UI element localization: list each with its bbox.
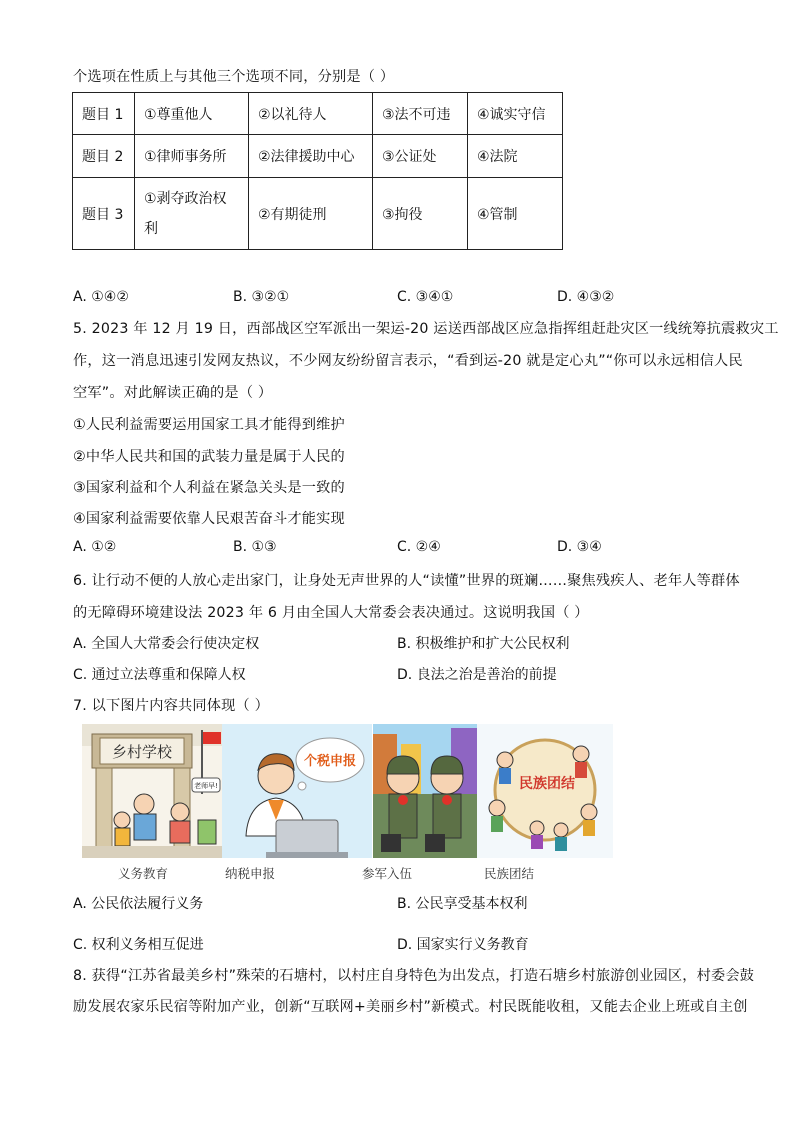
- table-row: [73, 135, 563, 178]
- question4-table: [72, 92, 563, 250]
- teacher-greeting-text: 老师早!: [194, 782, 218, 790]
- caption-tax-filing: 纳税申报: [225, 866, 276, 881]
- caption-ethnic-unity: 民族团结: [484, 866, 535, 881]
- ethnic-unity-illustration: [477, 724, 613, 858]
- q6-stem-line: 6. 让行动不便的人放心走出家门，让身处无声世界的人“读懂”世界的斑斓……聚焦残疾人、老年人等群体: [73, 573, 740, 589]
- rural-school-illustration: [82, 724, 222, 858]
- q5-stem-line: 空军”。对此解读正确的是（ ）: [73, 385, 273, 401]
- q4-option-c[interactable]: C. ③④①: [397, 289, 454, 305]
- tax-bubble-text: 个税申报: [303, 754, 357, 769]
- table-cell-line2: 利: [144, 220, 158, 237]
- q7-stem-line: 7. 以下图片内容共同体现（ ）: [73, 698, 270, 714]
- q5-option-a[interactable]: A. ①②: [73, 539, 117, 555]
- table-cell: [135, 178, 249, 250]
- q5-option-b[interactable]: B. ①③: [233, 539, 277, 555]
- q7-option-a[interactable]: A. 公民依法履行义务: [73, 896, 204, 912]
- table-cell: ③法不可违: [373, 93, 468, 135]
- table-row-label: 题目 3: [73, 178, 135, 250]
- soldiers-illustration: [373, 724, 477, 858]
- caption-compulsory-education: 义务教育: [118, 866, 169, 881]
- q8-stem-line: 8. 获得“江苏省最美乡村”殊荣的石塘村，以村庄自身特色为出发点，打造石塘乡村旅游创业园区，村委会鼓: [73, 968, 755, 984]
- school-sign-text: 乡村学校: [111, 743, 173, 761]
- tax-filing-illustration: [222, 724, 372, 858]
- table-cell: ③拘役: [373, 178, 468, 250]
- q6-stem-line: 的无障碍环境建设法 2023 年 6 月由全国人大常委会表决通过。这说明我国（ ）: [73, 605, 589, 621]
- unity-title-text: 民族团结: [519, 776, 575, 792]
- q7-option-c[interactable]: C. 权利义务相互促进: [73, 937, 204, 953]
- military-enlistment-image: [373, 724, 477, 858]
- table-cell: ④法院: [468, 135, 563, 178]
- q7-option-b[interactable]: B. 公民享受基本权利: [397, 896, 528, 912]
- q4-option-d[interactable]: D. ④③②: [557, 289, 615, 305]
- table-cell: ①尊重他人: [135, 93, 249, 135]
- q6-option-d[interactable]: D. 良法之治是善治的前提: [397, 667, 557, 683]
- table-cell: ②有期徒刑: [249, 178, 373, 250]
- q5-statement: ②中华人民共和国的武装力量是属于人民的: [73, 449, 345, 465]
- table-cell: ②法律援助中心: [249, 135, 373, 178]
- table-cell: ③公证处: [373, 135, 468, 178]
- ethnic-unity-image: [477, 724, 613, 858]
- q5-option-d[interactable]: D. ③④: [557, 539, 602, 555]
- table-cell: ④管制: [468, 178, 563, 250]
- q5-stem-line: 5. 2023 年 12 月 19 日，西部战区空军派出一架运-20 运送西部战区应急指挥组赶赴灾区一线统筹抗震救灾工: [73, 321, 779, 337]
- table-row: [73, 93, 563, 135]
- table-row-label: 题目 1: [73, 93, 135, 135]
- q5-stem-line: 作，这一消息迅速引发网友热议，不少网友纷纷留言表示，“看到运-20 就是定心丸”“你可以永远相信人民: [73, 353, 743, 369]
- table-row-label: 题目 2: [73, 135, 135, 178]
- compulsory-education-image: [82, 724, 222, 858]
- q5-statement: ④国家利益需要依靠人民艰苦奋斗才能实现: [73, 511, 345, 527]
- table-cell: ②以礼待人: [249, 93, 373, 135]
- question4-intro-line: 个选项在性质上与其他三个选项不同，分别是（ ）: [73, 69, 395, 85]
- caption-enlistment: 参军入伍: [362, 866, 413, 881]
- q5-statement: ③国家利益和个人利益在紧急关头是一致的: [73, 480, 345, 496]
- q5-statement: ①人民利益需要运用国家工具才能得到维护: [73, 417, 345, 433]
- q7-option-d[interactable]: D. 国家实行义务教育: [397, 937, 529, 953]
- table-cell-line1: ①剥夺政治权: [144, 190, 227, 207]
- q4-option-a[interactable]: A. ①④②: [73, 289, 129, 305]
- q8-stem-line: 励发展农家乐民宿等附加产业，创新“互联网+美丽乡村”新模式。村民既能收租，又能去企业上班或自主创: [73, 999, 748, 1015]
- q4-option-b[interactable]: B. ③②①: [233, 289, 290, 305]
- q5-option-c[interactable]: C. ②④: [397, 539, 441, 555]
- q6-option-a[interactable]: A. 全国人大常委会行使决定权: [73, 636, 260, 652]
- q6-option-c[interactable]: C. 通过立法尊重和保障人权: [73, 667, 246, 683]
- table-row: [73, 178, 563, 250]
- q6-option-b[interactable]: B. 积极维护和扩大公民权利: [397, 636, 570, 652]
- table-cell: ④诚实守信: [468, 93, 563, 135]
- table-cell: ①律师事务所: [135, 135, 249, 178]
- tax-filing-image: [222, 724, 372, 858]
